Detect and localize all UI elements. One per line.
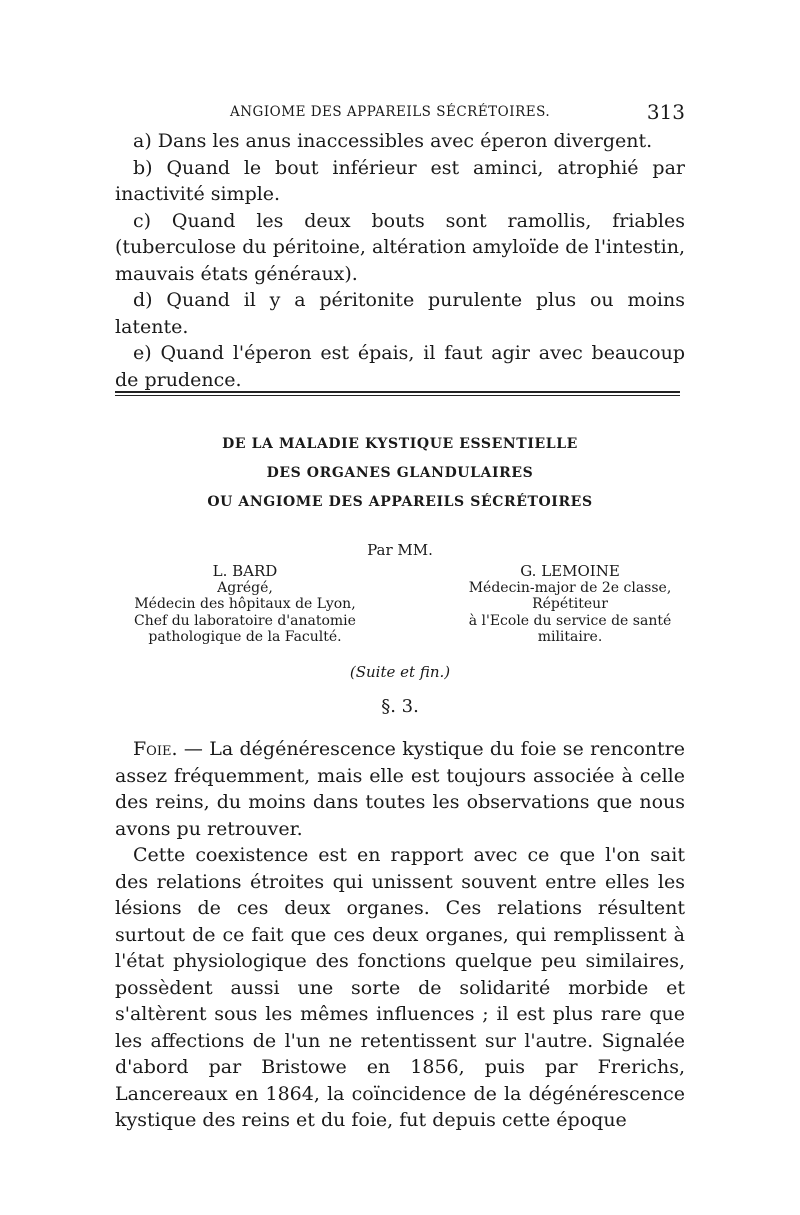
list-item-d: d) Quand il y a péritonite purulente plus ou moins latente. (115, 289, 685, 338)
article-title-line-1: DE LA MALADIE KYSTIQUE ESSENTIELLE (222, 436, 578, 452)
paragraph-foie (115, 736, 685, 842)
page-number: 313 (646, 100, 685, 124)
author-affiliation: Agrégé, (217, 579, 273, 596)
author-affiliation: Médecin-major de 2e classe, (468, 579, 672, 596)
body-text (115, 736, 685, 1134)
author-affiliation: pathologique de la Faculté. (148, 629, 342, 645)
author-affiliation: Chef du laboratoire d'anatomie (134, 612, 356, 629)
author-name: L. BARD (212, 562, 278, 580)
paragraph-lead: Foie. (133, 738, 178, 760)
author-affiliation: à l'Ecole du service de santé (468, 612, 672, 629)
paragraph-text: — La dégénérescence kystique du foie se rencontre assez fréquemment, mais elle est toujours associée à celle des reins, du moins dans toutes les observations que nous avons pu retrouver. (115, 738, 685, 840)
section-heading: §. 3. (381, 696, 419, 717)
section-divider (115, 391, 680, 398)
indication-list (115, 128, 685, 393)
author-affiliation: Médecin des hôpitaux de Lyon, (134, 596, 356, 612)
divider-rule-thick (115, 391, 680, 393)
author-affiliation: militaire. (537, 629, 603, 645)
article-title-line-2: DES ORGANES GLANDULAIRES (266, 465, 534, 481)
list-item-e: e) Quand l'éperon est épais, il faut agir avec beaucoup de prudence. (115, 342, 685, 391)
author-bard (100, 563, 390, 646)
byline: Par MM. (367, 541, 433, 559)
article-title-line-3: OU ANGIOME DES APPAREILS SÉCRÉTOIRES (207, 494, 593, 510)
author-affiliation: Répétiteur (532, 596, 608, 612)
author-name: G. LEMOINE (520, 562, 620, 580)
article-title (115, 430, 685, 517)
list-item-b: b) Quand le bout inférieur est aminci, atrophié par inactivité simple. (115, 156, 685, 205)
author-lemoine (440, 563, 700, 646)
list-item-a: a) Dans les anus inaccessibles avec éperon divergent. (133, 130, 653, 152)
continuation-note: (Suite et fin.) (349, 663, 451, 681)
paragraph-coexistence: Cette coexistence est en rapport avec ce que l'on sait des relations étroites qui unissent souvent entre elles les lésions de ces deux organes. Ces relations résultent surtout de ce fait que ces deux organes, qui remplissent à l'état physiologique des fonctions quelque peu similaires, possèdent aussi une sorte de solidarité morbide et s'altèrent sous les mêmes influences ; il est plus rare que les affections de l'un ne retentissent sur l'autre. Signalée d'abord par Bristowe en 1856, puis par Frerichs, Lancereaux en 1864, la coïncidence de la dégénérescence kystique des reins et du foie, fut depuis cette époque (115, 844, 685, 1131)
running-header (115, 100, 685, 126)
divider-rule-thin (115, 395, 680, 396)
running-title: ANGIOME DES APPAREILS SÉCRÉTOIRES. (230, 104, 551, 120)
list-item-c: c) Quand les deux bouts sont ramollis, friables (tuberculose du péritoine, altération amyloïde de l'intestin, mauvais états généraux). (115, 209, 685, 285)
